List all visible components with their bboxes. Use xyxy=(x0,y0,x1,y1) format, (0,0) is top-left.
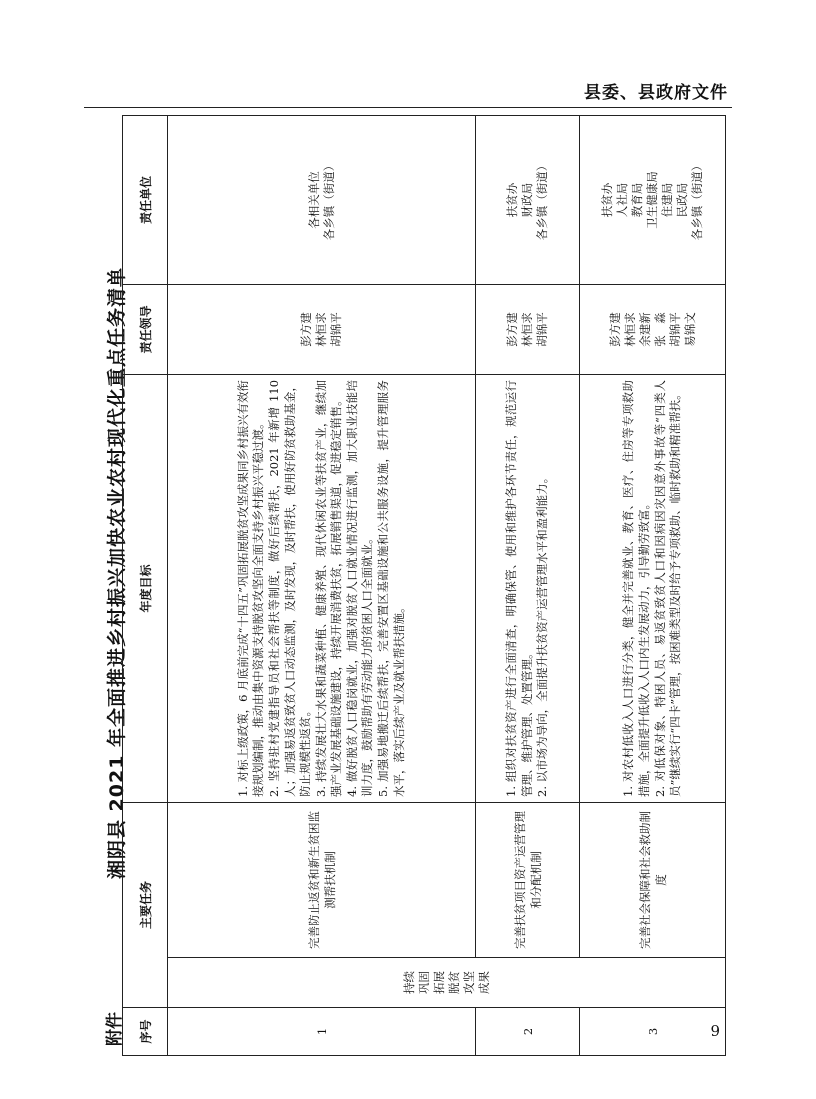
unit-name: 卫生健康局 xyxy=(645,171,659,229)
unit-name: 各乡镇（街道） xyxy=(535,159,549,241)
unit-name: 各相关单位 xyxy=(306,171,321,229)
table-row xyxy=(168,115,476,1055)
leader-name: 林恒求 xyxy=(314,312,328,347)
main-task: 完善防止返贫和新生贫困监测帮扶机制 xyxy=(168,802,476,957)
table-header-row xyxy=(123,115,168,1055)
responsible-units xyxy=(168,115,476,284)
responsible-leaders xyxy=(476,284,580,374)
unit-name: 扶贫办 xyxy=(505,182,519,218)
responsible-leaders xyxy=(580,284,726,374)
unit-name: 各乡镇（街道） xyxy=(690,159,704,241)
responsible-units xyxy=(476,115,580,284)
header-title: 县委、县政府文件 xyxy=(584,83,728,103)
unit-name: 扶贫办 xyxy=(600,182,614,218)
leader-name: 张 淼 xyxy=(652,312,667,347)
goal-item: 1. 对标上级政策，6 月底前完成“十四五”巩固拓展脱贫攻坚成果同乡村振兴有效衔接规划编制，推动由集中资源支持脱贫攻坚向全面支持乡村振兴平稳过渡。 xyxy=(235,379,266,797)
annual-goals xyxy=(476,374,580,802)
main-task: 完善扶贫项目资产运营管理和分配机制 xyxy=(476,802,580,957)
task-category: 持续巩固拓展脱贫攻坚成果 xyxy=(168,958,726,1008)
leader-name: 林恒求 xyxy=(520,312,534,347)
goal-item: 4. 做好脱贫人口稳岗就业，加强对脱贫人口就业情况进行监测，加大职业技能培训力度，鼓励帮助有劳动能力的贫困人口全面就业。 xyxy=(344,379,375,797)
goal-item: 3. 持续发展壮大水果和蔬菜种植、健康养殖、现代休闲农业等扶贫产业，继续加强产业发展基础设施建设，持续开展消费扶贫，拓展销售渠道，促进稳定销售。 xyxy=(313,379,344,797)
rotated-page-content xyxy=(100,90,740,1056)
leader-name: 胡锦平 xyxy=(329,312,343,347)
document-title: 湘阴县 2021 年全面推进乡村振兴加快农业农村现代化重点任务清单 xyxy=(106,266,128,880)
goal-item: 2. 以市场为导向，全面提升扶贫资产运营管理水平和盈利能力。 xyxy=(535,471,550,797)
page-number: 9 xyxy=(710,1022,720,1040)
leader-name: 彭方建 xyxy=(607,312,622,347)
goal-item: 1. 组织对扶贫资产进行全面清查，明确保管、使用和维护各环节责任，规范运行管理、维护管理、处置管理。 xyxy=(504,379,534,797)
goal-item: 5. 加强易地搬迁后续帮扶，完善安置区基础设施和公共服务设施，提升管理服务水平，落实后续产业及就业帮扶措施。 xyxy=(376,379,406,797)
unit-name: 人社局 xyxy=(615,182,629,218)
responsible-units xyxy=(580,115,726,284)
annual-goals xyxy=(168,374,476,802)
col-header-no: 序号 xyxy=(123,1008,168,1056)
leader-name: 余建新 xyxy=(637,312,652,347)
leader-name: 彭方建 xyxy=(299,312,313,347)
annex-label: 附件 xyxy=(105,1012,125,1046)
goal-item: 2. 坚持驻村党建指导员和社会帮扶等制度，做好后续帮扶，2021 年新增 110 人；加强易返贫致贫人口动态监测，及时发现，及时帮扶，使用好防贫救助基金，防止规模性返贫。 xyxy=(266,379,313,797)
leader-name: 彭方建 xyxy=(505,312,519,347)
unit-name: 民政局 xyxy=(675,182,689,218)
unit-name: 住建局 xyxy=(660,182,674,218)
annual-goals xyxy=(580,374,726,802)
leader-name: 胡锦平 xyxy=(667,312,682,347)
goal-item: 1. 对农村低收入人口进行分类，健全并完善就业、教育、医疗、住房等专项救助措施，全面提升低收入人口内生发展动力，引导勤劳致富。 xyxy=(621,379,651,797)
col-header-task: 主要任务 xyxy=(123,802,168,1007)
main-task: 完善社会保障和社会救助制度 xyxy=(580,802,726,957)
col-header-unit: 责任单位 xyxy=(123,115,168,284)
col-header-leader: 责任领导 xyxy=(123,284,168,374)
row-number: 2 xyxy=(476,1008,580,1056)
goal-item: 2. 对低保对象、特困人员、易返贫致贫人口和因病因灾因意外事故等“四类人员”继续实行“四卡”管理，按困难类型及时给予专项救助、临时救助和精准帮扶。 xyxy=(652,379,683,797)
table-row xyxy=(580,115,726,1055)
leader-name: 林恒求 xyxy=(622,312,637,347)
col-header-goal: 年度目标 xyxy=(123,374,168,802)
row-number: 3 xyxy=(580,1008,726,1056)
table-row xyxy=(476,115,580,1055)
leader-name: 易锦文 xyxy=(682,312,697,347)
task-table xyxy=(122,115,726,1056)
unit-name: 财政局 xyxy=(520,182,534,218)
responsible-leaders xyxy=(168,284,476,374)
unit-name: 教育局 xyxy=(630,182,644,218)
leader-name: 胡锦平 xyxy=(535,312,549,347)
unit-name: 各乡镇（街道） xyxy=(321,159,336,241)
row-number: 1 xyxy=(168,1008,476,1056)
